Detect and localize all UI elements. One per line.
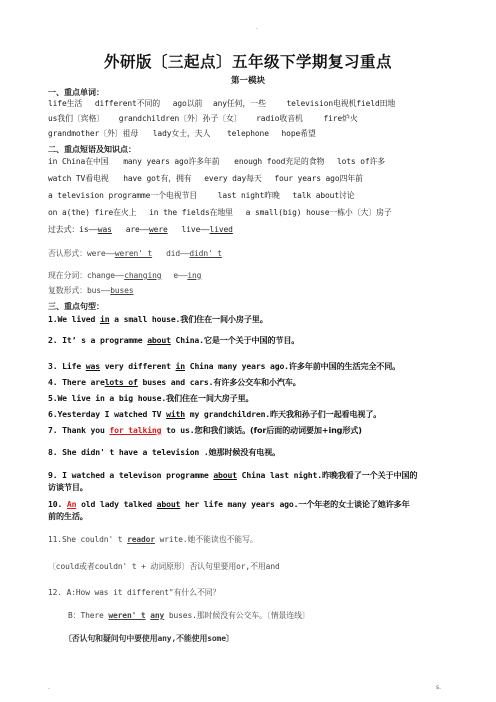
sentence-text: There are — [57, 377, 105, 387]
past-form: lived — [209, 225, 233, 234]
translation: 那时候没有公交车。〔情景连线〕 — [196, 611, 310, 620]
word: radio收音机 — [256, 114, 303, 123]
sentence-11 — [48, 534, 258, 545]
translation: 我们住在一间小房子里。 — [180, 314, 268, 324]
underlined-word: about — [213, 470, 237, 480]
sentence-text: very different — [99, 361, 176, 371]
sentence-text: B：There — [68, 611, 109, 620]
sentence-text: China last night. — [236, 470, 322, 480]
sentence-8 — [48, 447, 280, 458]
sentence-text: her life many years ago. — [180, 499, 299, 509]
sentence-text: It’ s a programme — [57, 335, 148, 345]
sentence-text: A:How was it different"有什么不同？ — [61, 588, 221, 597]
phrase: last night昨晚 — [217, 191, 280, 200]
sentence-9-cont — [48, 482, 88, 493]
negative-form: didn' t — [189, 249, 222, 258]
sentence-5 — [48, 393, 253, 404]
phrase: four years ago四年前 — [274, 174, 363, 183]
negative-form-line: 否认形式：were——weren' t did——didn' t — [48, 249, 222, 258]
plural-line: 复数形式：bus——buses — [48, 286, 134, 295]
translation: 昨天我和孙子们一起看电视了。 — [270, 409, 382, 419]
note-any-some: 〔否认句和疑问句中要使用any,不能使用some〕 — [64, 634, 234, 643]
participle-form: ing — [187, 271, 202, 280]
words-line-2 — [48, 113, 358, 124]
word: hope希望 — [281, 129, 316, 138]
underlined-word: or — [145, 535, 155, 544]
phrase: many years ago许多年前 — [123, 157, 220, 166]
base-form: bus — [86, 286, 101, 295]
sentence-2 — [48, 335, 299, 346]
highlighted-word: An — [66, 499, 77, 509]
sentence-text: We live in a big house. — [57, 393, 167, 403]
past-tense-line: 过去式：is——was are——were live——lived — [48, 225, 233, 234]
sentence-text: Life — [57, 361, 86, 371]
footer-dot: . — [48, 684, 50, 691]
sentence-1 — [48, 314, 268, 325]
translation: 访谈节目。 — [48, 482, 88, 492]
document-title: 外研版〔三起点〕五年级下学期复习重点 — [103, 52, 392, 71]
sentence-number: 9. — [48, 470, 58, 480]
phrase: lots of许多 — [336, 157, 386, 166]
phrase: in the fields在地里 — [149, 208, 233, 217]
footer-page-mark: s. — [436, 684, 442, 691]
base-form: e — [173, 271, 179, 280]
translation: 您和我们谈话。(for后面的动词要加+ing形式) — [194, 425, 362, 435]
word: telephone — [227, 129, 269, 138]
phrase: every day每天 — [204, 174, 262, 183]
sentence-text: Yesterday I watched TV — [57, 409, 167, 419]
sentence-3 — [48, 361, 400, 372]
sentence-9 — [48, 470, 417, 481]
sentence-12 — [48, 587, 220, 598]
sentence-text: my grandchildren. — [185, 409, 271, 419]
section-words-heading: 一、重点单词： — [48, 88, 104, 97]
present-participle-line: 现在分词：change——changing e——ing — [48, 271, 202, 280]
word: any任何，一些 — [212, 99, 266, 108]
past-form: was — [97, 225, 112, 234]
phrase: a small(big) house一栋小〔大〕房子 — [245, 208, 392, 217]
underlined-word: any — [150, 611, 165, 620]
word: us我们〔宾格〕 — [48, 114, 105, 123]
word: lady女士，夫人 — [152, 129, 211, 138]
sentence-text: I watched a televison programme — [57, 470, 214, 480]
underlined-word: about — [156, 499, 181, 509]
underlined-word: read — [127, 535, 146, 544]
word: grandmother〔外〕祖母 — [48, 129, 139, 138]
underlined-word: in — [99, 314, 110, 324]
participle-label: 现在分词： — [48, 271, 87, 280]
sentence-7 — [48, 425, 362, 436]
base-form: is — [79, 225, 89, 234]
section-phrases-heading: 二、重点短语及知识点： — [48, 145, 136, 154]
base-form: are — [125, 225, 140, 234]
sentence-number: 1. — [48, 314, 58, 324]
sentence-number: 10. — [48, 499, 63, 509]
sentence-text: a small house. — [109, 314, 181, 324]
sentence-number: 12. — [48, 588, 62, 597]
sentence-10 — [48, 499, 410, 510]
sentence-text: We lived — [57, 314, 100, 324]
sentence-text: write. — [154, 535, 188, 544]
negative-form: weren' t — [114, 249, 153, 258]
sentence-text: Thank you — [57, 425, 110, 435]
phrase: on a(the) fire在火上 — [48, 208, 137, 217]
translation: 一个年老的女士谈论了她许多年 — [298, 499, 410, 509]
sentence-number: 8. — [48, 447, 58, 457]
underlined-word: lots of — [104, 377, 138, 387]
highlighted-phrase: for talking — [109, 425, 162, 435]
words-line-1 — [48, 98, 395, 109]
sentence-text: China. — [170, 335, 204, 345]
sentence-6 — [48, 409, 381, 420]
phrases-line-4 — [48, 207, 392, 218]
translation: 前的生活。 — [48, 511, 88, 521]
words-line-3 — [48, 128, 316, 139]
translation: 许多年前中国的生活完全不同。 — [288, 361, 401, 371]
header-dot: . — [256, 24, 258, 31]
base-form: change — [86, 271, 115, 280]
word: ago以前 — [172, 99, 203, 108]
translation: 她不能读也不能写。 — [187, 535, 258, 544]
translation: 昨晚我看了一个关于中国的 — [321, 470, 418, 480]
negative-label: 否认形式： — [48, 249, 87, 258]
sentence-number: 4. — [48, 377, 58, 387]
sentence-number: 11. — [48, 535, 62, 544]
sentence-text: buses and cars. — [137, 377, 214, 387]
base-form: live — [181, 225, 201, 234]
underlined-word: was — [85, 361, 100, 371]
participle-form: changing — [124, 271, 162, 280]
phrase: in China在中国 — [48, 157, 109, 166]
sentence-text: China many years ago. — [185, 361, 289, 371]
note-or-and: 〔could或者couldn' t + 动词原形〕否认句里要用or,不用and — [48, 562, 280, 571]
past-label: 过去式： — [48, 225, 80, 234]
sentence-text: to us. — [161, 425, 195, 435]
plural-form: buses — [110, 286, 134, 295]
sentence-text: She couldn' t — [61, 535, 128, 544]
phrase: have got有，拥有 — [123, 174, 192, 183]
sentence-number: 7. — [48, 425, 58, 435]
translation: 它是一个关于中国的节目。 — [203, 335, 300, 345]
underlined-word: with — [166, 409, 185, 419]
phrases-line-1 — [48, 156, 385, 167]
word: television电视机field田地 — [286, 99, 396, 108]
phrases-line-3 — [48, 190, 355, 201]
phrase: a television programme一个电视节目 — [48, 191, 198, 200]
sentence-number: 5. — [48, 393, 58, 403]
sentence-text: buses. — [164, 611, 197, 620]
module-heading: 第一模块 — [230, 76, 265, 86]
phrase: talk about讨论 — [292, 191, 355, 200]
sentence-number: 6. — [48, 409, 58, 419]
sentence-10-cont — [48, 511, 88, 522]
phrase: enough food充足的食物 — [234, 157, 325, 166]
word: fire炉火 — [323, 114, 358, 123]
translation: 她那时候没有电视。 — [208, 447, 281, 457]
base-form: were — [86, 249, 106, 258]
sentence-number: 3. — [48, 361, 58, 371]
word: different不同的 — [94, 99, 161, 108]
base-form: did — [166, 249, 181, 258]
translation: 我们住在一间大房子里。 — [166, 393, 254, 403]
underlined-word: in — [175, 361, 185, 371]
sentence-number: 2. — [48, 335, 58, 345]
sentence-text: She didn' t have a television . — [57, 447, 209, 457]
section-sentences-heading: 三、重点句型： — [48, 302, 104, 311]
sentence-12-answer — [68, 610, 310, 621]
underlined-word: weren' t — [108, 611, 146, 620]
sentence-text: old lady talked — [76, 499, 157, 509]
plural-label: 复数形式： — [48, 286, 87, 295]
underlined-word: about — [147, 335, 171, 345]
phrases-line-2 — [48, 173, 363, 184]
sentence-4 — [48, 377, 301, 388]
word: grandchildren〔外〕孙子〔女〕 — [118, 114, 242, 123]
word: life生活 — [48, 99, 83, 108]
translation: 有许多公交车和小汽车。 — [213, 377, 301, 387]
phrase: watch TV看电视 — [48, 174, 109, 183]
past-form: were — [149, 225, 168, 234]
